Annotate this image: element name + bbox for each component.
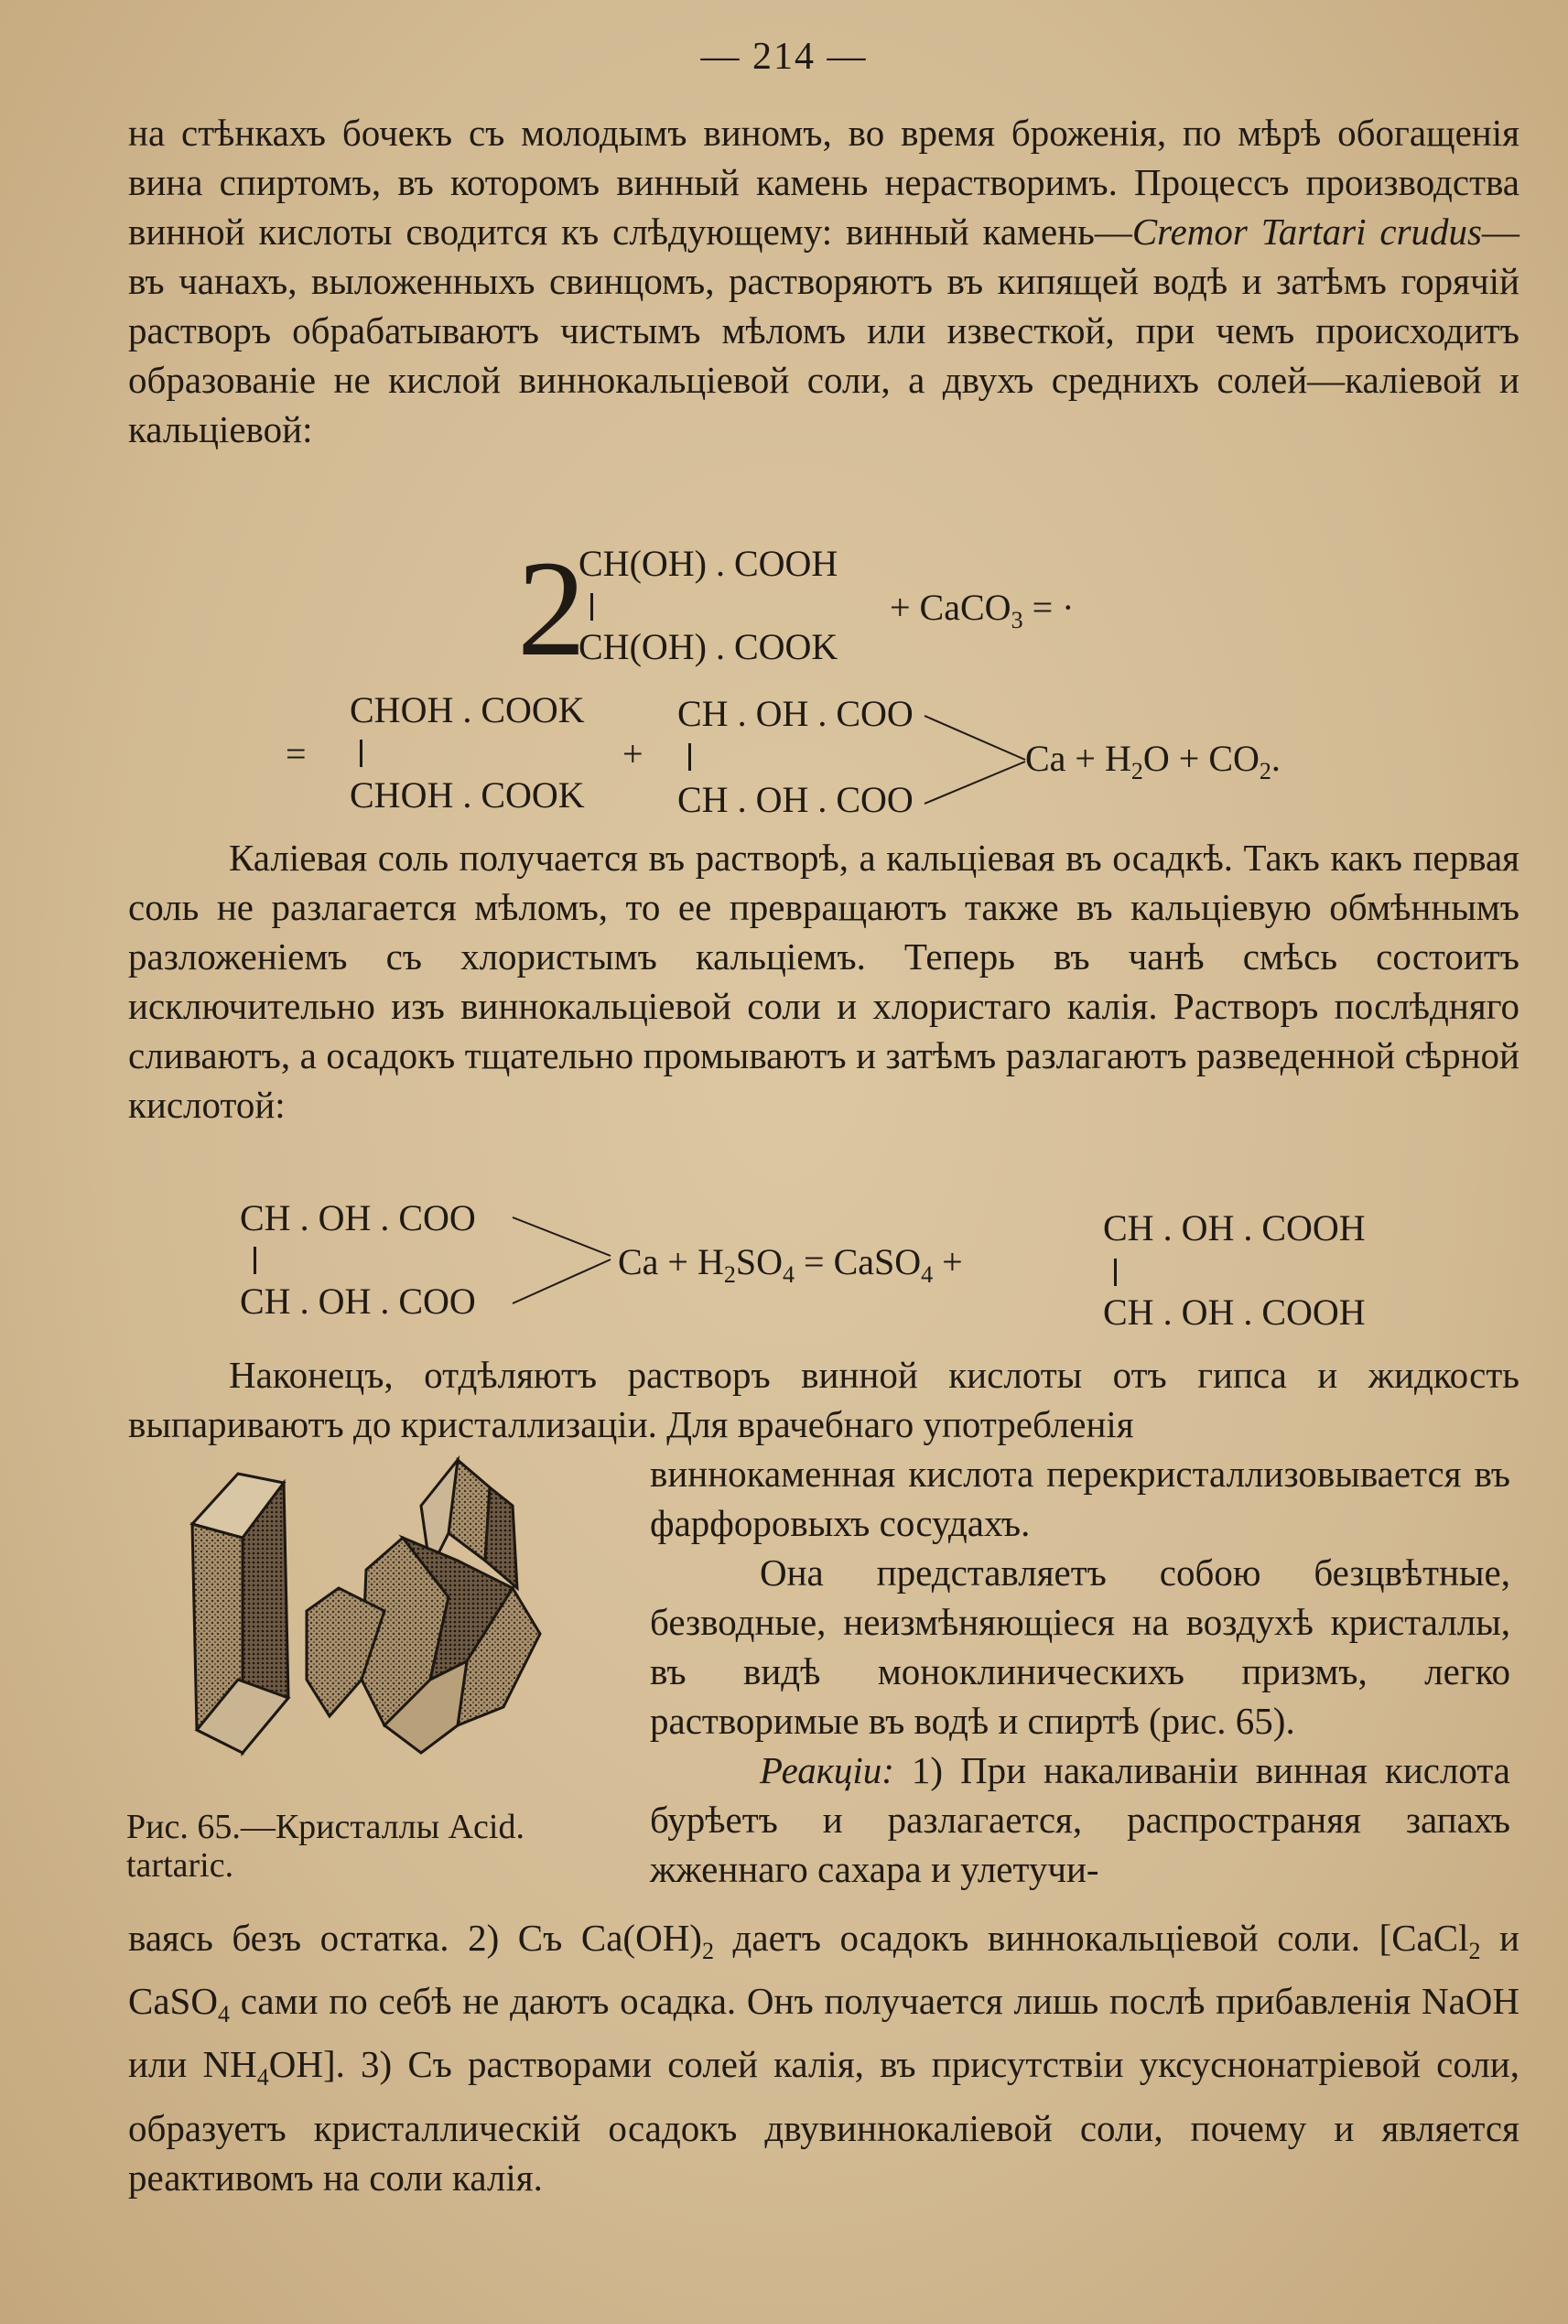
paragraph-1-text-a: на стѣнкахъ бочекъ съ молодымъ виномъ, во время броженія, по мѣрѣ обогащенія вина спиртомъ, въ которомъ винный камень нерастворимъ. Процессъ производства винной кислоты сводится къ слѣдующему: винный камень— (128, 112, 1519, 253)
equation-3-left-bottom: CH . OH . COO (240, 1281, 476, 1322)
page-number: — 214 — (700, 36, 868, 78)
paragraph-1 (128, 108, 1519, 454)
bracket-lines (508, 1208, 618, 1309)
equation-2-products: $Ca + H_2O + CO_2$. (1025, 738, 1281, 784)
equation-2-mid-top: CH . OH . COO (677, 693, 914, 734)
paragraph-2: Каліевая соль получается въ растворѣ, а кальціевая въ осадкѣ. Такъ какъ первая соль не разлагается мѣломъ, то ее превращаютъ также въ кальціевую обмѣннымъ разложеніемъ съ хлористымъ кальціемъ. Теперь въ чанѣ смѣсь состоитъ исключительно изъ виннокальціевой соли и хлористаго калія. Растворъ послѣдняго сливаютъ, а осадокъ тщательно промываютъ и затѣмъ разлагаютъ разведенной сѣрной кислотой: (128, 837, 1519, 1126)
equation-2-plus: + (622, 733, 643, 774)
paragraph-4: ваясь безъ остатка. 2) Съ $Ca(OH)_2$ даетъ осадокъ виннокальціевой соли. [CaCl$_2$ и CaSO$_4$ сами по себѣ не даютъ осадка. Онъ получается лишь послѣ прибавленія NaOH или $NH_4OH$]. 3) Съ растворами солей калія, въ присутствіи уксуснонатріевой соли, образуетъ кристаллическій осадокъ двувиннокаліевой соли, почему и является реактивомъ на соли калія. (128, 1917, 1519, 2199)
equation-1-coefficient: 2 (517, 533, 586, 685)
paragraph-1-text-b: —въ чанахъ, выложенныхъ свинцомъ, растворяютъ въ кипящей водѣ и затѣмъ горячій растворъ обрабатываютъ чистымъ мѣломъ или известкой, при чемъ происходитъ образованіе не кислой виннокальціевой соли, а двухъ среднихъ солей—каліевой и кальціевой: (128, 211, 1519, 450)
equation-3-right-top: CH . OH . COOH (1103, 1207, 1366, 1248)
figure-caption: Рис. 65.—Кристаллы Acid. tartaric. (126, 1808, 524, 1885)
crystals-illustration-icon (156, 1451, 632, 1803)
reactions-heading: Реакціи: (760, 1749, 894, 1791)
equation-3-right-bottom: CH . OH . COOH (1103, 1292, 1366, 1333)
equation-2-left-bottom: CHOH . COOK (350, 774, 585, 816)
column-text: виннокаменная кислота перекристаллизовывается въ фарфоровыхъ сосудахъ. Она представляетъ собою безцвѣтные, безводные, неизмѣняющіеся на воздухѣ кристаллы, въ видѣ моноклиническихъ призмъ, легко растворимые въ водѣ и спиртѣ (рис. 65). Реакціи: 1) При накаливаніи винная кислота бурѣетъ и разлагается, распространяя запахъ жженнаго сахара и улетучи- (650, 1453, 1510, 1890)
equation-1-top: CH(OH) . COOH (579, 543, 838, 584)
bond-line (1114, 1259, 1117, 1286)
equation-2-left-top: CHOH . COOK (350, 689, 585, 730)
bond-line (590, 593, 593, 621)
latin-term: Cremor Tartari crudus (1131, 211, 1482, 253)
equation-1-bottom: CH(OH) . COOK (579, 626, 838, 667)
bracket-lines (920, 705, 1030, 810)
equation-2-mid-bottom: CH . OH . COO (677, 779, 914, 820)
equation-3-left-top: CH . OH . COO (240, 1197, 476, 1238)
paragraph-3: Наконецъ, отдѣляютъ растворъ винной кислоты отъ гипса и жидкость выпариваютъ до кристаллизаціи. Для врачебнаго употребленія (128, 1354, 1519, 1445)
equation-2-eq: = (286, 733, 307, 774)
bond-line (254, 1247, 256, 1274)
bond-line (688, 743, 691, 771)
equation-1-rest: + CaCO$_3$ = · (890, 587, 1075, 633)
equation-3-middle: $Ca + H_2SO_4$ = CaSO$_4$ + (618, 1241, 963, 1288)
bond-line (360, 740, 362, 767)
